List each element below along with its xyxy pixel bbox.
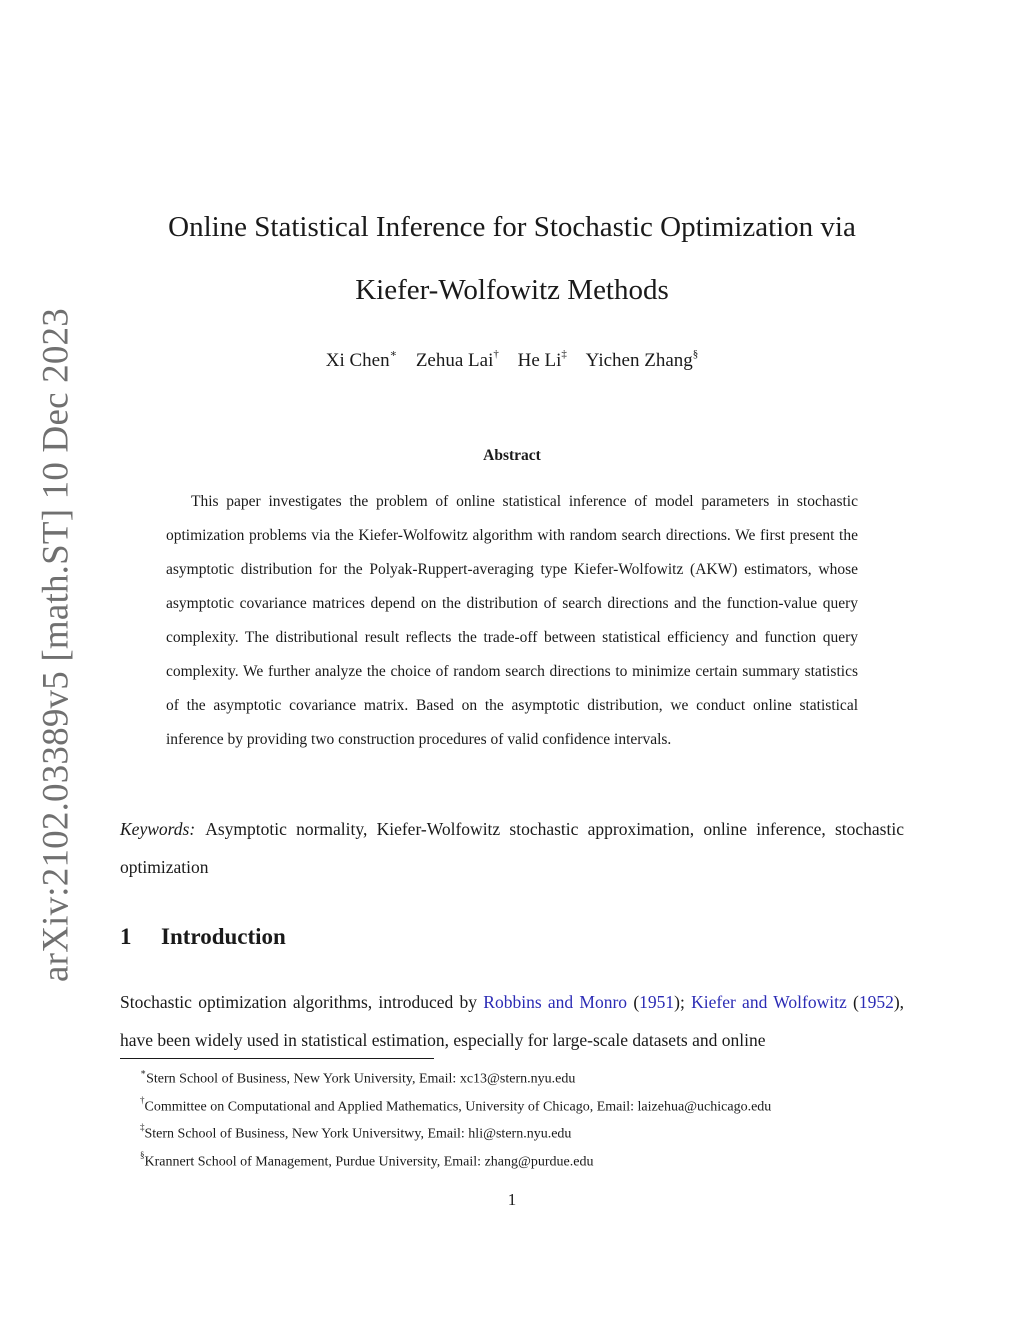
footnote-mark: ∗ <box>140 1067 147 1077</box>
intro-text: Stochastic optimization algorithms, introduced by <box>120 992 484 1012</box>
footnote-item <box>140 1118 920 1146</box>
arxiv-identifier-stamp: arXiv:2102.03389v5 [math.ST] 10 Dec 2023 <box>35 308 77 982</box>
keywords-label: Keywords: <box>120 819 196 839</box>
footnote-mark: ∗ <box>389 348 398 360</box>
section-heading-introduction <box>120 924 286 950</box>
author-list <box>0 349 1024 372</box>
footnote-divider <box>120 1058 434 1059</box>
footnote-text: Stern School of Business, New York Universitwy, Email: hli@stern.nyu.edu <box>144 1126 572 1142</box>
keywords <box>120 810 904 886</box>
footnote-mark: † <box>493 348 499 360</box>
citation-link-1952[interactable]: 1952 <box>858 992 894 1012</box>
page-number: 1 <box>507 1190 517 1209</box>
introduction-paragraph <box>120 983 904 1059</box>
citation-paren: ); <box>674 992 692 1012</box>
author-he-li <box>518 350 567 371</box>
footnote-item <box>140 1063 920 1091</box>
footnotes <box>140 1063 920 1174</box>
paper-title-line-2: Kiefer-Wolfowitz Methods <box>355 274 669 306</box>
citation-paren: ( <box>846 992 859 1012</box>
section-title: Introduction <box>161 924 286 949</box>
footnote-item <box>140 1091 920 1119</box>
footnote-text: Krannert School of Management, Purdue University, Email: zhang@purdue.edu <box>144 1154 594 1170</box>
author-name: Yichen Zhang <box>585 350 693 372</box>
citation-link-kiefer-wolfowitz[interactable]: Kiefer and Wolfowitz <box>691 992 847 1012</box>
abstract-paragraph: This paper investigates the problem of online statistical inference of model parameters in stochastic optimization problems via the Kiefer-Wolfowitz algorithm with random search directions. We first present the asymptotic distribution for the Polyak-Ruppert-averaging type Kiefer-Wolfowitz (AKW) estimators, whose asymptotic covariance matrices depend on the distribution of search directions and the function-value query complexity. The distributional result reflects the trade-off between statistical efficiency and function query complexity. We further analyze the choice of random search directions to minimize certain summary statistics of the asymptotic covariance matrix. Based on the asymptotic distribution, we conduct online statistical inference by providing two construction procedures of valid confidence intervals. <box>166 493 858 748</box>
citation-link-robbins-monro[interactable]: Robbins and Monro <box>483 992 628 1012</box>
author-name: Zehua Lai <box>415 350 494 372</box>
author-yichen-zhang <box>586 350 699 371</box>
section-number: 1 <box>120 924 132 949</box>
paper-title-line-1: Online Statistical Inference for Stochastic Optimization via <box>168 211 856 243</box>
author-name: He Li <box>517 350 562 372</box>
footnote-mark: § <box>140 1149 145 1160</box>
author-zehua-lai <box>416 350 499 371</box>
author-xi-chen <box>326 350 397 371</box>
footnote-mark: ‡ <box>140 1122 145 1133</box>
footnote-text: Stern School of Business, New York University, Email: xc13@stern.nyu.edu <box>146 1071 576 1087</box>
footnote-item <box>140 1146 920 1174</box>
citation-paren: ( <box>627 992 640 1012</box>
intro-text: , have been widely used in statistical estimation, especially for large-scale datasets and online <box>120 992 905 1050</box>
footnote-text: Committee on Computational and Applied Mathematics, University of Chicago, Email: laizehua@uchicago.edu <box>144 1099 772 1115</box>
footnote-mark: † <box>140 1094 145 1105</box>
keywords-text: Asymptotic normality, Kiefer-Wolfowitz stochastic approximation, online inference, stochastic optimization <box>120 819 904 877</box>
citation-paren: ) <box>893 992 900 1012</box>
footnote-mark: ‡ <box>561 348 567 360</box>
abstract-text <box>166 485 858 757</box>
citation-link-1951[interactable]: 1951 <box>639 992 675 1012</box>
abstract-heading: Abstract <box>483 447 541 464</box>
author-name: Xi Chen <box>325 350 390 372</box>
footnote-mark: § <box>692 348 699 360</box>
